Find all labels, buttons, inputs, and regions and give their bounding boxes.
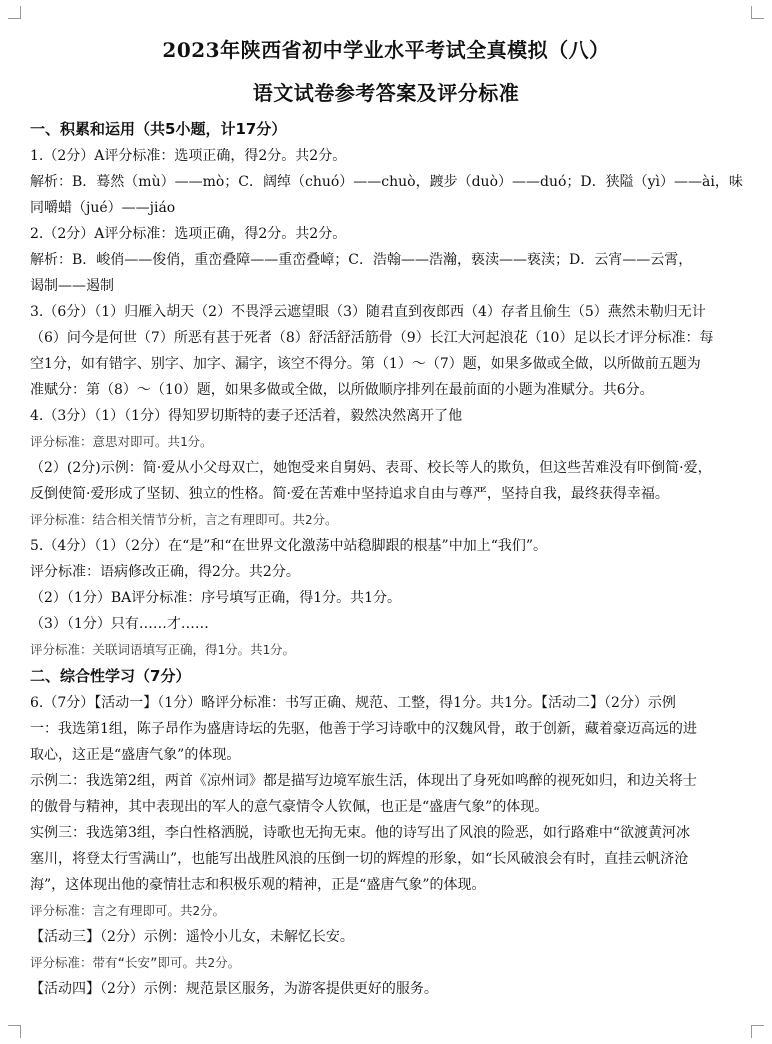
section-heading: 一、积累和运用（共5小题，计17分） — [30, 120, 287, 138]
document-subtitle: 语文试卷参考答案及评分标准 — [252, 81, 520, 105]
answer-content — [30, 116, 748, 1002]
section-heading: 二、综合性学习（7分） — [30, 667, 191, 685]
answer-line: 4.（3分）（1）（1分）得知罗切斯特的妻子还活着，毅然决然离开了他 — [30, 408, 463, 424]
answer-line: 准赋分：第（8）～（10）题，如果多做或全做，以所做顺序排列在最前面的小题为准赋分。共6分。 — [30, 382, 654, 398]
answer-line: 一：我选第1组，陈子昂作为盛唐诗坛的先驱，他善于学习诗歌中的汉魏风骨，敢于创新，藏着豪迈高远的进 — [30, 721, 697, 737]
answer-line: 海”，这体现出他的豪情壮志和积极乐观的精神，正是“盛唐气象”的体现。 — [30, 877, 486, 893]
crop-mark-top-right — [751, 6, 764, 19]
scoring-standard-line: 评分标准：带有“长安”即可。共2分。 — [30, 955, 241, 970]
scoring-standard-line: 评分标准：言之有理即可。共2分。 — [30, 903, 226, 918]
answer-line: 2.（2分）A评分标准：选项正确，得2分。共2分。 — [30, 226, 347, 242]
answer-line: 空1分，如有错字、别字、加字、漏字，该空不得分。第（1）～（7）题，如果多做或全做，以所做前五题为 — [30, 356, 701, 372]
scoring-standard-line: 评分标准：意思对即可。共1分。 — [30, 434, 213, 449]
answer-line: （6）问今是何世（7）所恶有甚于死者（8）舒活舒活筋骨（9）长江大河起浪花（10）足以长才评分标准：每 — [30, 330, 714, 346]
answer-line: （2）（1分）BA评分标准：序号填写正确，得1分。共1分。 — [30, 590, 402, 606]
answer-line: 实例三：我选第3组，李白性格洒脱，诗歌也无拘无束。他的诗写出了风浪的险恶，如行路难中“欲渡黄河冰 — [30, 825, 691, 841]
answer-line: （3）（1分）只有……才…… — [30, 616, 209, 632]
answer-line: （2）(2分)示例：简·爱从小父母双亡，她饱受来自舅妈、表哥、校长等人的欺负，但这些苦难没有吓倒简·爱， — [30, 460, 712, 476]
answer-line: 解析：B．峻俏——俊俏，重峦叠障——重峦叠嶂；C．浩翰——浩瀚，亵渎——亵渎；D．云宵——云霄， — [30, 252, 693, 268]
answer-line: 谒制——遏制 — [30, 278, 114, 294]
answer-line: 反倒使简·爱形成了坚韧、独立的性格。简·爱在苦难中坚持追求自由与尊严，坚持自我，最终获得幸福。 — [30, 486, 669, 502]
answer-line: 【活动三】（2分）示例：遥怜小儿女，未解忆长安。 — [30, 929, 354, 945]
scoring-standard-line: 评分标准：结合相关情节分析，言之有理即可。共2分。 — [30, 512, 338, 527]
answer-line: 5.（4分）（1）（2分）在“是”和“在世界文化激荡中站稳脚跟的根基”中加上“我们”。 — [30, 538, 548, 554]
answer-line: 的傲骨与精神，其中表现出的军人的意气豪情令人钦佩，也正是“盛唐气象”的体现。 — [30, 799, 549, 815]
crop-mark-bottom-right — [751, 1025, 764, 1038]
answer-line: 【活动四】（2分）示例：规范景区服务，为游客提供更好的服务。 — [30, 981, 438, 997]
answer-line: 示例二：我选第2组，两首《凉州词》都是描写边境军旅生活，体现出了身死如鸣醉的视死如归，和边关将士 — [30, 773, 697, 789]
answer-line: 同嚼蜡（jué）——jiáo — [30, 200, 176, 216]
answer-line: 解析：B．蓦然（mù）——mò；C．阔绰（chuó）——chuò，踱步（duò）——duó；D．狭隘（yì）——ài，味 — [30, 174, 743, 190]
answer-line: 评分标准：语病修改正确，得2分。共2分。 — [30, 564, 300, 580]
answer-line: 塞川，将登太行雪满山”，也能写出战胜风浪的压倒一切的辉煌的形象，如“长风破浪会有时，直挂云帆济沧 — [30, 851, 689, 867]
document-title: 2023年陕西省初中学业水平考试全真模拟（八） — [162, 38, 610, 62]
answer-line: 取心，这正是“盛唐气象”的体现。 — [30, 747, 241, 763]
crop-mark-top-left — [8, 6, 21, 19]
answer-line: 6.（7分）【活动一】（1分）略评分标准：书写正确、规范、工整，得1分。共1分。【活动二】（2分）示例 — [30, 695, 676, 711]
answer-line: 3.（6分）（1）归雁入胡天（2）不畏浮云遮望眼（3）随君直到夜郎西（4）存者且偷生（5）燕然未勒归无计 — [30, 304, 706, 320]
crop-mark-bottom-left — [8, 1025, 21, 1038]
scoring-standard-line: 评分标准：关联词语填写正确，得1分。共1分。 — [30, 642, 296, 657]
answer-line: 1.（2分）A评分标准：选项正确，得2分。共2分。 — [30, 148, 347, 164]
